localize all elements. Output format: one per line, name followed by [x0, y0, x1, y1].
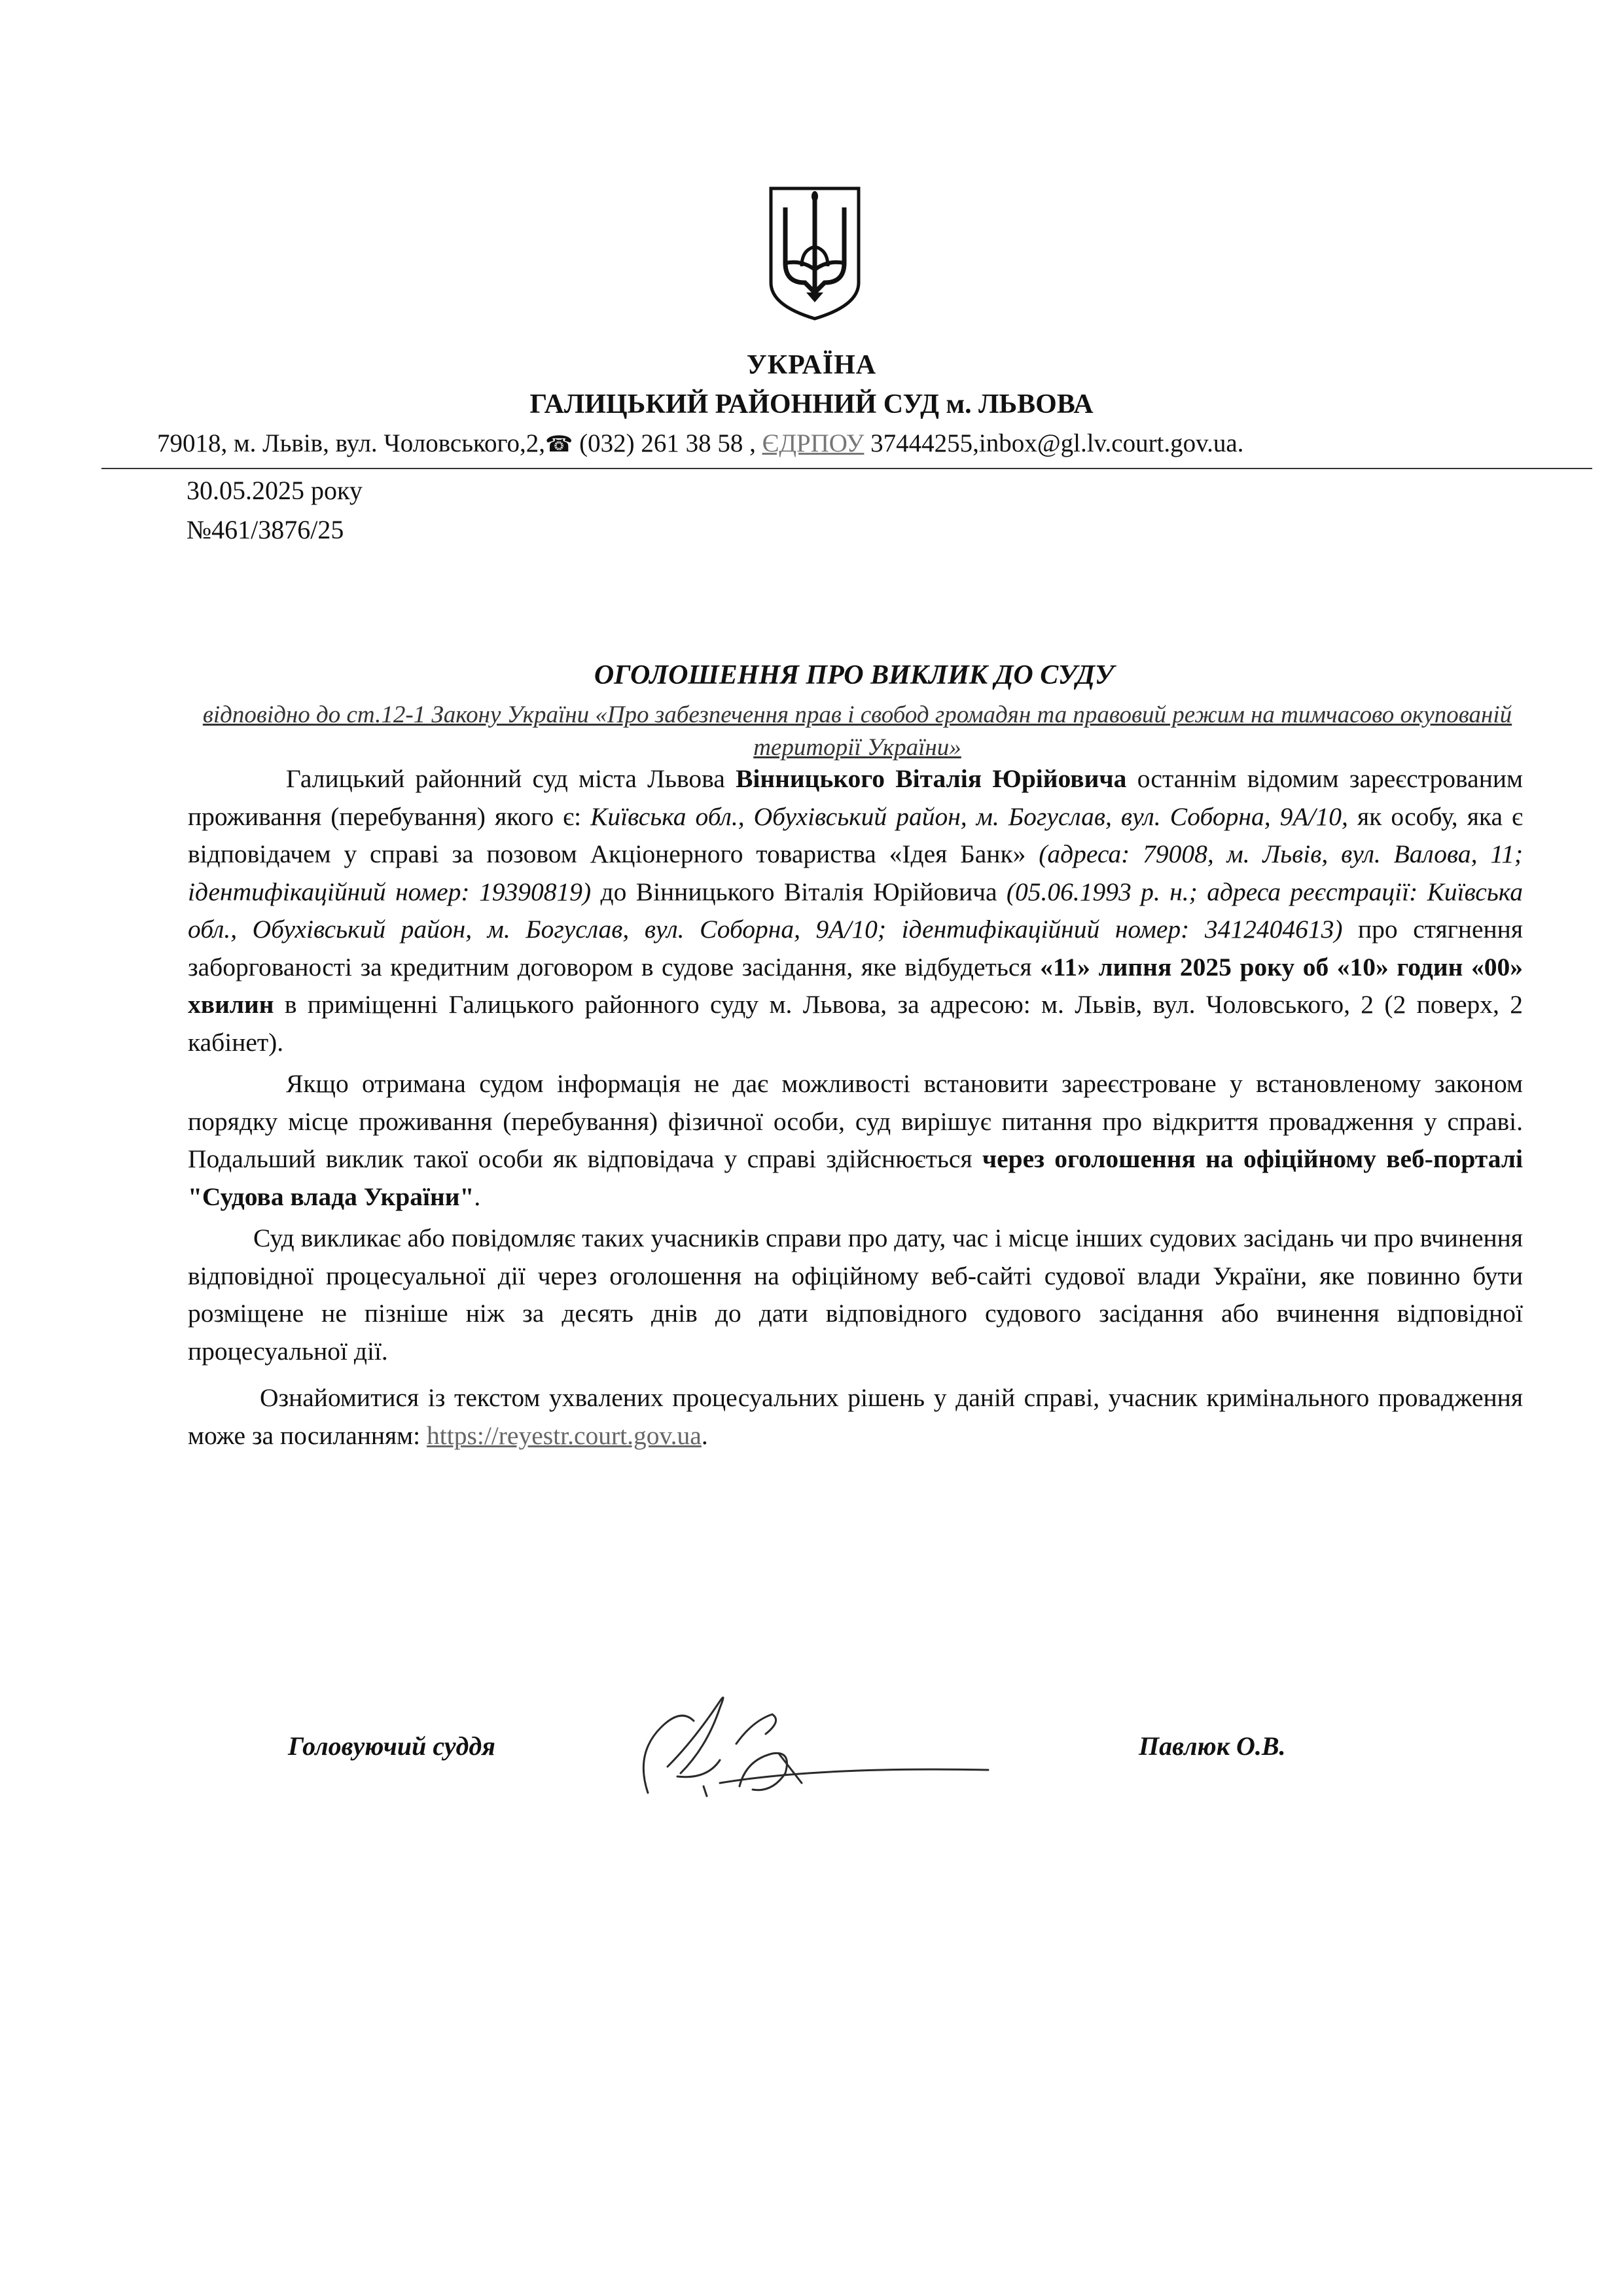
header-divider	[101, 468, 1592, 469]
court-address: 79018, м. Львів, вул. Чоловського,2,	[157, 429, 545, 457]
edrpou-label: ЄДРПОУ	[762, 429, 865, 457]
notice-body	[188, 760, 1523, 1455]
hearing-datetime: «11» липня 2025 року об «10» годин «00» хвилин	[188, 952, 1523, 1019]
coat-of-arms-trident-icon	[766, 185, 864, 322]
court-phone: (032) 261 38 58 ,	[579, 429, 756, 457]
paragraph-notification	[188, 1065, 1523, 1216]
text-fragment: як особу, яка є відповідачем у справі за позовом Акціонерного товариства «Ідея Банк»	[188, 802, 1523, 868]
defendant-name: Вінницького Віталія Юрійовича	[736, 764, 1127, 793]
defendant-address: Київська обл., Обухівський район, м. Богуслав, вул. Соборна, 9А/10,	[590, 802, 1348, 831]
document-number: №461/3876/25	[187, 515, 344, 544]
plaintiff-details: (адреса: 79008, м. Львів, вул. Валова, 11; ідентифікаційний номер: 19390819)	[188, 839, 1523, 906]
document-date: 30.05.2025 року	[187, 476, 363, 505]
handwritten-signature	[622, 1682, 995, 1812]
court-contacts	[157, 429, 1243, 458]
phone-icon: ☎	[544, 433, 573, 457]
text-fragment: Галицький районний суд міста Львова	[286, 764, 736, 793]
text-fragment: .	[474, 1182, 481, 1211]
text-fragment: в приміщенні Галицького районного суду м. Львова, за адресою: м. Львів, вул. Чоловського, 2 (2 поверх, 2 кабінет).	[188, 990, 1523, 1057]
notice-legal-basis: відповідно до ст.12-1 Закону України «Про забезпечення прав і свобод громадян та правовий режим на тимчасово окупованій території України»	[202, 701, 1512, 761]
court-name-heading: ГАЛИЦЬКИЙ РАЙОННИЙ СУД м. ЛЬВОВА	[529, 389, 1094, 419]
edrpou-and-email: 37444255,inbox@gl.lv.court.gov.ua.	[870, 429, 1244, 457]
judge-name: Павлюк О.В.	[1139, 1731, 1286, 1761]
notice-title: ОГОЛОШЕННЯ ПРО ВИКЛИК ДО СУДУ	[594, 660, 1115, 690]
text-fragment: останнім відомим зареєстрованим проживання (перебування) якого є:	[188, 764, 1523, 831]
text-fragment: Ознайомитися із текстом ухвалених процесуальних рішень у даній справі, учасник кримінального провадження може за посиланням:	[188, 1383, 1523, 1450]
text-fragment: .	[701, 1421, 708, 1450]
registry-link[interactable]: https://reyestr.court.gov.ua	[427, 1421, 702, 1450]
text-fragment: до Вінницького Віталія Юрійовича	[591, 877, 1007, 906]
defendant-details: (05.06.1993 р. н.; адреса реєстрації: Київська обл., Обухівський район, м. Богуслав, вул. Соборна, 9А/10; ідентифікаційний номер: 3412404613)	[188, 877, 1523, 944]
text-fragment: про стягнення заборгованості за кредитним договором в судове засідання, яке відбудеться	[188, 915, 1523, 981]
paragraph-registry	[188, 1379, 1523, 1455]
paragraph-further-hearings: Суд викликає або повідомляє таких учасників справи про дату, час і місце інших судових засідань чи про вчинення відповідної процесуальної дії через оголошення на офіційному веб-сайті судової влади України, яке повинно бути розміщене не пізніше ніж за десять днів до дати відповідного судового засідання або вчинення відповідної процесуальної дії.	[188, 1224, 1523, 1366]
text-fragment: Якщо отримана судом інформація не дає можливості встановити зареєстроване у встановленому законом порядку місце проживання (перебування) фізичної особи, суд вирішує питання про відкриття провадження у справі. Подальший виклик такої особи як відповідача у справі здійснюється	[188, 1069, 1523, 1173]
paragraph-summons	[188, 760, 1523, 1061]
judge-role: Головуючий суддя	[288, 1731, 495, 1761]
country-heading: УКРАЇНА	[746, 350, 877, 380]
portal-reference: через оголошення на офіційному веб-порталі "Судова влада України"	[188, 1144, 1523, 1211]
